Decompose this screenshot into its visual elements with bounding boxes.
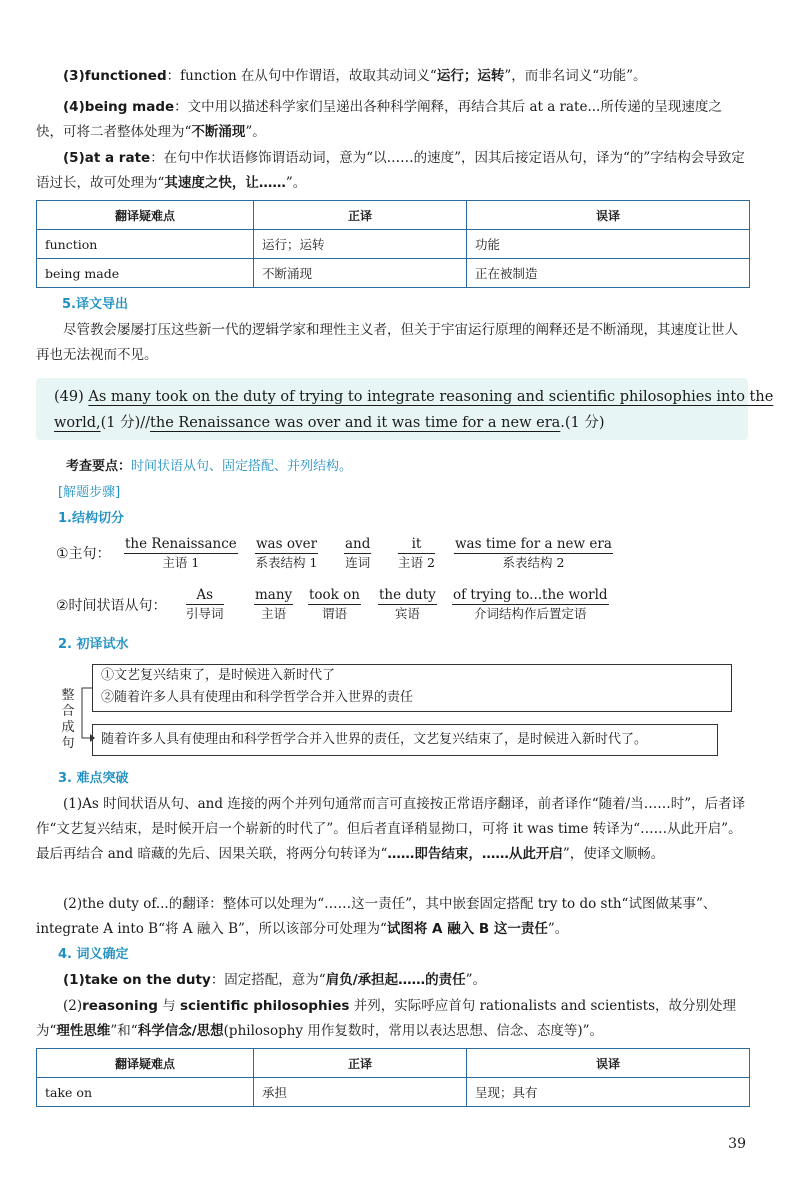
final-translation: 尽管教会屡屡打压这些新一代的逻辑学家和理性主义者，但关于宇宙运行原理的阐释还是不断涌现，其速度让世人再也无法视而不见。 (36, 322, 738, 363)
question-part-1: As many took on the duty of trying to integrate reasoning and scientific philosophies into the (88, 389, 774, 405)
segment (344, 535, 371, 572)
segment (186, 586, 224, 623)
score-1: (1 分)// (100, 415, 151, 431)
note-text: ”和“ (110, 1023, 138, 1039)
header-wrong: 误译 (467, 201, 750, 230)
segment-role: 主语 (261, 606, 287, 621)
segment-en: of trying to...the world (453, 587, 608, 603)
score-2: .(1 分) (560, 415, 605, 431)
note-bold: 其速度之快，让…… (164, 175, 286, 191)
table-cell: 正在被制造 (467, 259, 750, 288)
segment (454, 535, 613, 572)
note-text: ”。 (285, 175, 307, 191)
term-being-made: (4)being made (63, 99, 175, 115)
note-text: ：固定搭配，意为“ (210, 972, 326, 988)
note-bold: 理性思维 (56, 1023, 111, 1039)
merge-label (60, 688, 76, 752)
term-take-on-the-duty: (1)take on the duty (63, 972, 211, 988)
table-cell: 运行；运转 (254, 230, 467, 259)
step-2-title: 2. 初译试水 (58, 637, 129, 652)
table-header-row (37, 1049, 750, 1078)
table-cell: 呈现；具有 (467, 1078, 750, 1107)
segment-role: 介词结构作后置定语 (474, 606, 587, 621)
main-clause-label: ①主句： (56, 546, 111, 562)
note-text: ”。 (547, 921, 569, 937)
header-correct: 正译 (254, 201, 467, 230)
note-bold: 试图将 A 融入 B 这一责任 (386, 921, 548, 937)
exam-points-label: 考查要点： (66, 459, 132, 474)
segment-role: 主语 1 (162, 555, 200, 570)
note-text: ：function 在从句中作谓语，故取其动词义“ (166, 68, 437, 84)
page-number: 39 (728, 1136, 746, 1152)
note-text: (1)As 时间状语从句、and 连接的两个并列句通常而言可直接按正常语序翻译，前者译作“随着/当……时”，后者译作“文艺复兴结束，是时候开启一个崭新的时代了”。但后者直译稍显拗口，可将 it was time 转译为“……从此开启”。最后再结合 and 暗藏的先后、因果关联，将两分句转译为“ (36, 796, 746, 862)
difficulty-2 (36, 892, 748, 942)
step-3-title: 3. 难点突破 (58, 771, 129, 786)
note-bold: 科学信念/思想 (137, 1023, 224, 1039)
merge-char: 整 (61, 688, 75, 703)
segment (254, 586, 293, 623)
table-cell: function (37, 230, 254, 259)
note-functioned (36, 64, 748, 89)
table-cell: 承担 (254, 1078, 467, 1107)
table-header-row (37, 201, 750, 230)
exam-points-text: 时间状语从句、固定搭配、并列结构。 (131, 459, 353, 474)
word-note-1 (36, 968, 748, 993)
note-text: ”。 (245, 124, 266, 140)
term-functioned: (3)functioned (63, 68, 167, 84)
segment-role: 连词 (345, 555, 371, 570)
segment-en: took on (309, 587, 360, 603)
term-reasoning: reasoning (82, 998, 158, 1014)
note-text: 并列，实际呼应首句 rationalists and scientists，故分别处理为“ (36, 998, 737, 1039)
header-wrong: 误译 (467, 1049, 750, 1078)
note-at-a-rate (36, 146, 748, 196)
difficulty-1 (36, 792, 748, 867)
segment-en: As (186, 586, 224, 605)
segment-role: 宾语 (394, 606, 420, 621)
note-bold: 运行；运转 (436, 68, 505, 84)
segment-en: was time for a new era (455, 536, 612, 552)
segment (378, 586, 437, 623)
draft-line-1: ①文艺复兴结束了，是时候进入新时代了 (101, 668, 336, 683)
segment-en: many (255, 587, 293, 603)
segment-en: it (398, 535, 435, 554)
exam-points (66, 454, 778, 479)
segment-role: 谓语 (321, 606, 347, 621)
question-line-2 (54, 410, 605, 436)
merge-char: 句 (61, 736, 75, 751)
table-row (37, 1078, 750, 1107)
segment-role: 引导词 (186, 606, 224, 621)
merged-sentence-box: 随着许多人具有使理由和科学哲学合并入世界的责任，文艺复兴结束了，是时候进入新时代了。 (92, 724, 718, 756)
segment-en: the Renaissance (125, 536, 237, 552)
note-text: (2) (63, 998, 83, 1014)
question-part-2: the Renaissance was over and it was time for a new era (150, 415, 561, 431)
question-line-1 (54, 384, 773, 410)
note-text: ”。 (465, 972, 487, 988)
segment (398, 535, 435, 572)
header-difficulty: 翻译疑难点 (37, 1049, 254, 1078)
table-cell: take on (37, 1078, 254, 1107)
table-row (37, 259, 750, 288)
draft-line-2: ②随着许多人具有使理由和科学哲学合并入世界的责任 (101, 690, 414, 705)
note-text: (2)the duty of...的翻译：整体可以处理为“……这一责任”，其中嵌套固定搭配 try to do sth“试图做某事”、integrate A into B“将 A 融入 B”，所以该部分可处理为“ (36, 896, 717, 937)
term-scientific-philosophies: scientific philosophies (179, 998, 350, 1014)
word-note-2 (36, 994, 748, 1044)
section-5-title: 5.译文导出 (62, 297, 128, 312)
table-cell: being made (37, 259, 254, 288)
table-cell: 功能 (467, 230, 750, 259)
segment-role: 主语 2 (398, 555, 435, 570)
note-text: ：在句中作状语修饰谓语动词，意为“以……的速度”，因其后接定语从句，译为“的”字结构会导致定语过长，故可处理为“ (36, 150, 745, 191)
time-clause-label: ②时间状语从句： (56, 598, 167, 614)
question-49-box (36, 378, 774, 440)
translation-table-2 (36, 1048, 750, 1107)
segment-en: and (345, 536, 371, 552)
table-cell: 不断涌现 (254, 259, 467, 288)
question-number: (49) (54, 389, 89, 405)
note-text: ”，使译文顺畅。 (562, 846, 665, 862)
note-text: (philosophy 用作复数时，常用以表达思想、信念、态度等)”。 (223, 1023, 604, 1039)
draft-box (92, 664, 732, 712)
note-text: ：文中用以描述科学家们呈递出各种科学阐释，再结合其后 at a rate...所传递的呈现速度之快，可将二者整体处理为“ (36, 99, 722, 140)
segment (308, 586, 361, 623)
segment-en: was over (256, 536, 318, 552)
table-row (37, 230, 750, 259)
steps-title: [解题步骤] (58, 485, 121, 500)
note-being-made (36, 95, 748, 145)
segment (124, 535, 238, 572)
step-1-title: 1.结构切分 (58, 511, 124, 526)
segment (452, 586, 609, 623)
merge-char: 成 (61, 720, 75, 735)
translation-table-1 (36, 200, 750, 288)
header-correct: 正译 (254, 1049, 467, 1078)
note-text: 与 (157, 998, 180, 1014)
header-difficulty: 翻译疑难点 (37, 201, 254, 230)
merge-char: 合 (61, 704, 75, 719)
note-bold: 肩负/承担起……的责任 (325, 972, 466, 988)
segment-role: 系表结构 2 (502, 555, 565, 570)
segment-role: 系表结构 1 (255, 555, 318, 570)
segment-en: the duty (379, 587, 436, 603)
step-4-title: 4. 词义确定 (58, 947, 129, 962)
term-at-a-rate: (5)at a rate (63, 150, 151, 166)
note-bold: ……即告结束，……从此开启 (387, 846, 563, 862)
segment (255, 535, 318, 572)
note-bold: 不断涌现 (191, 124, 246, 140)
question-part-1-end: world, (54, 415, 101, 431)
note-text: ”，而非名词义“功能”。 (504, 68, 647, 84)
